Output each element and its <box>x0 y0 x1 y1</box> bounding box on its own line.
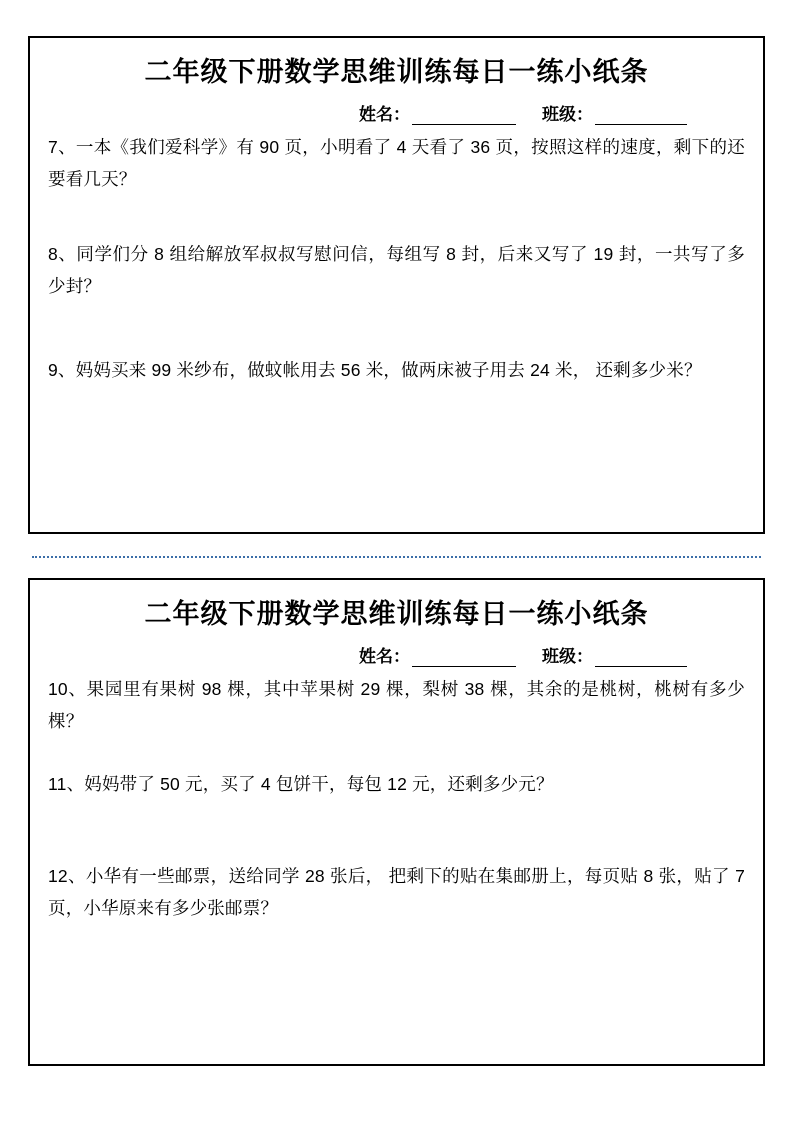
answer-space <box>48 842 745 860</box>
problem-item: 12、小华有一些邮票，送给同学 28 张后， 把剩下的贴在集邮册上，每页贴 8 张，贴了 7 页，小华原来有多少张邮票？ <box>48 865 745 919</box>
problem-list-1 <box>48 131 745 387</box>
answer-space <box>48 302 745 344</box>
problem-item: 8、同学们分 8 组给解放军叔叔写慰问信，每组写 8 封，后来又写了 19 封，一共写了多少封？ <box>48 243 745 296</box>
name-field-2 <box>359 642 516 667</box>
worksheet-card-2 <box>28 578 765 1066</box>
worksheet-fields-2 <box>48 642 745 667</box>
name-field-1 <box>359 100 516 125</box>
problem-list-2 <box>48 673 745 925</box>
problem-item: 10、果园里有果树 98 棵，其中苹果树 29 棵，梨树 38 棵，其余的是桃树，桃树有多少棵？ <box>48 678 745 732</box>
answer-space <box>48 738 745 768</box>
worksheet-title-2: 二年级下册数学思维训练每日一练小纸条 <box>144 599 649 630</box>
cut-line-divider <box>32 556 761 558</box>
worksheet-fields-1 <box>48 100 745 125</box>
name-field-label-2: 姓名： <box>359 646 410 666</box>
name-field-blank-2[interactable] <box>412 651 516 667</box>
problem-item: 11、妈妈带了 50 元，买了 4 包饼干，每包 12 元，还剩多少元？ <box>48 773 554 794</box>
problem-item: 9、妈妈买来 99 米纱布，做蚊帐用去 56 米，做两床被子用去 24 米， 还剩多少米？ <box>48 360 702 381</box>
name-field-label-1: 姓名： <box>359 104 410 124</box>
worksheet-title-1: 二年级下册数学思维训练每日一练小纸条 <box>144 57 649 88</box>
worksheet-card-1 <box>28 36 765 534</box>
class-field-blank-1[interactable] <box>595 109 687 125</box>
answer-space <box>48 800 745 842</box>
class-field-blank-2[interactable] <box>595 651 687 667</box>
problem-item: 7、一本《我们爱科学》有 90 页，小明看了 4 天看了 36 页，按照这样的速度，剩下的还要看几天？ <box>48 136 745 190</box>
answer-space <box>48 344 745 354</box>
class-field-1 <box>542 100 687 125</box>
class-field-label-1: 班级： <box>542 104 593 124</box>
class-field-2 <box>542 642 687 667</box>
class-field-label-2: 班级： <box>542 646 593 666</box>
answer-space <box>48 196 745 238</box>
name-field-blank-1[interactable] <box>412 109 516 125</box>
